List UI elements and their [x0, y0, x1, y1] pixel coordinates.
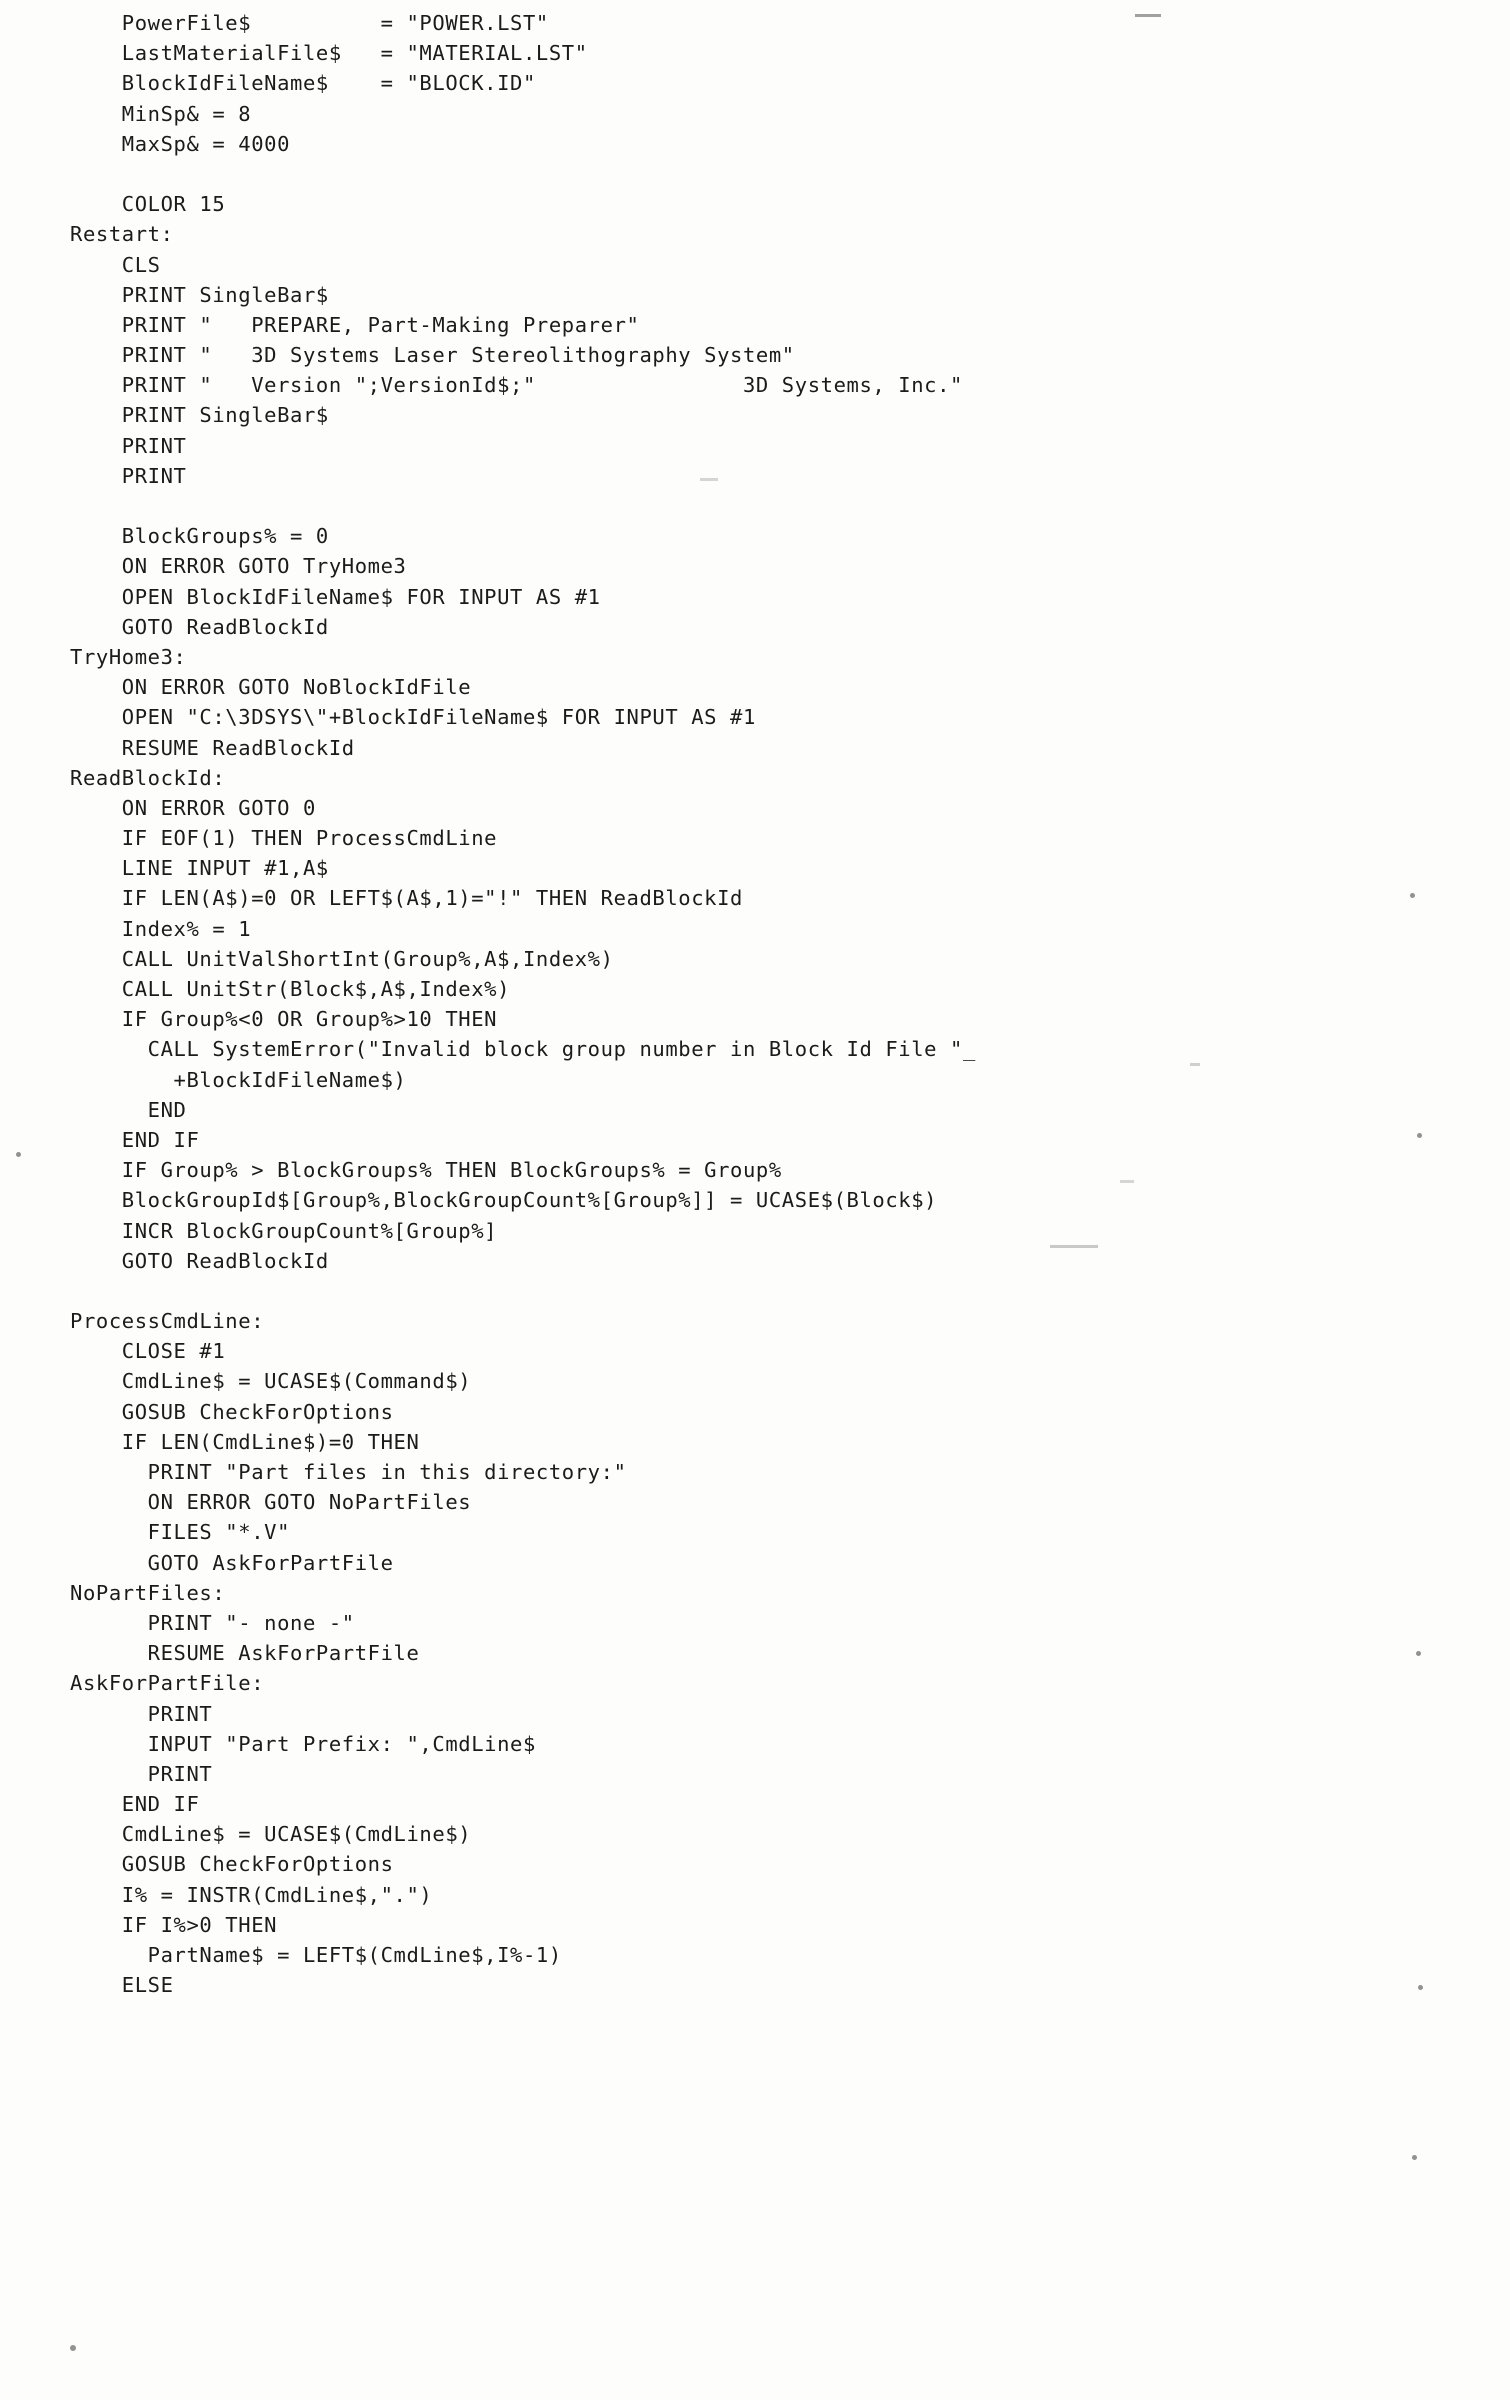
code-line: END IF: [70, 1792, 200, 1817]
code-line: LINE INPUT #1,A$: [70, 856, 329, 881]
code-line: PRINT: [70, 433, 187, 458]
code-line: CLOSE #1: [70, 1339, 226, 1364]
code-line: MinSp& = 8: [70, 101, 252, 126]
speck-bottom-left: [70, 2345, 76, 2351]
code-line: CmdLine$ = UCASE$(Command$): [70, 1369, 472, 1394]
code-line: CALL UnitStr(Block$,A$,Index%): [70, 977, 511, 1001]
speck-mid-left: [16, 1152, 21, 1157]
speck-right-margin: [1416, 1651, 1421, 1656]
code-line: PRINT " PREPARE, Part-Making Preparer": [70, 312, 640, 337]
smudge-center: [1190, 1063, 1200, 1066]
code-line: CALL SystemError("Invalid block group number in Block Id File "_: [70, 1037, 976, 1062]
code-line: CLS: [70, 252, 161, 277]
code-line: PRINT " Version ";VersionId$;" 3D Systems, Inc.": [70, 373, 964, 398]
code-line: AskForPartFile:: [70, 1671, 265, 1696]
code-line: OPEN BlockIdFileName$ FOR INPUT AS #1: [70, 584, 601, 609]
code-line: ProcessCmdLine:: [70, 1309, 265, 1334]
speck-right-margin: [1417, 1133, 1422, 1138]
smudge-center: [700, 478, 718, 481]
code-line: BlockIdFileName$ = "BLOCK.ID": [70, 71, 536, 96]
code-line: ON ERROR GOTO NoBlockIdFile: [70, 675, 472, 700]
code-line: GOTO AskForPartFile: [70, 1550, 394, 1575]
code-line: Index% = 1: [70, 916, 252, 941]
code-line: PRINT: [70, 463, 187, 488]
code-line: IF Group%<0 OR Group%>10 THEN: [70, 1007, 498, 1032]
code-line: [70, 1276, 1450, 1306]
code-line: CALL UnitValShortInt(Group%,A$,Index%): [70, 946, 614, 971]
code-line: ELSE: [70, 1973, 174, 1998]
code-line: ReadBlockId:: [70, 765, 226, 790]
code-line: INPUT "Part Prefix: ",CmdLine$: [70, 1731, 536, 1756]
code-line: GOTO ReadBlockId: [70, 614, 329, 639]
code-line: PRINT "- none -": [70, 1610, 355, 1635]
code-line: IF LEN(A$)=0 OR LEFT$(A$,1)="!" THEN ReadBlockId: [70, 886, 743, 911]
code-line: BlockGroupId$[Group%,BlockGroupCount%[Group%]] = UCASE$(Block$): [70, 1188, 938, 1213]
code-line: CmdLine$ = UCASE$(CmdLine$): [70, 1822, 472, 1847]
code-line: PRINT: [70, 1701, 213, 1726]
code-line: OPEN "C:\3DSYS\"+BlockIdFileName$ FOR INPUT AS #1: [70, 705, 756, 730]
speck-right-margin: [1412, 2155, 1417, 2160]
code-line: ON ERROR GOTO NoPartFiles: [70, 1490, 472, 1515]
code-line: PRINT " 3D Systems Laser Stereolithography System": [70, 343, 795, 368]
code-line: PRINT SingleBar$: [70, 403, 329, 428]
code-listing: [70, 8, 1450, 2000]
code-line: MaxSp& = 4000: [70, 131, 291, 156]
code-line: I% = INSTR(CmdLine$,"."): [70, 1882, 433, 1907]
code-line: PartName$ = LEFT$(CmdLine$,I%-1): [70, 1943, 562, 1967]
code-line: IF LEN(CmdLine$)=0 THEN: [70, 1429, 420, 1454]
speck-right-margin: [1418, 1985, 1423, 1990]
code-line: INCR BlockGroupCount%[Group%]: [70, 1218, 498, 1243]
smudge-center: [1120, 1180, 1134, 1183]
code-line: END: [70, 1097, 187, 1122]
code-line: [70, 159, 1450, 189]
code-line: NoPartFiles:: [70, 1580, 226, 1605]
code-line: TryHome3:: [70, 644, 187, 669]
code-line: PRINT: [70, 1761, 213, 1786]
code-line: GOSUB CheckForOptions: [70, 1399, 394, 1424]
code-line: +BlockIdFileName$): [70, 1067, 407, 1092]
code-line: Restart:: [70, 222, 174, 247]
code-line: LastMaterialFile$ = "MATERIAL.LST": [70, 41, 588, 66]
code-line: GOSUB CheckForOptions: [70, 1852, 394, 1877]
code-line: IF Group% > BlockGroups% THEN BlockGroups% = Group%: [70, 1158, 782, 1183]
code-line: RESUME ReadBlockId: [70, 735, 355, 760]
code-line: FILES "*.V": [70, 1520, 291, 1545]
code-line: GOTO ReadBlockId: [70, 1248, 329, 1273]
smudge-center: [1050, 1245, 1098, 1248]
code-line: PRINT "Part files in this directory:": [70, 1460, 627, 1484]
code-line: COLOR 15: [70, 192, 226, 217]
code-line: PowerFile$ = "POWER.LST": [70, 11, 549, 35]
code-line: RESUME AskForPartFile: [70, 1641, 420, 1666]
code-line: ON ERROR GOTO 0: [70, 795, 316, 820]
code-line: [70, 491, 1450, 521]
dash-mark-top-right: [1135, 14, 1161, 17]
code-line: END IF: [70, 1127, 200, 1152]
code-line: ON ERROR GOTO TryHome3: [70, 554, 407, 579]
code-line: IF EOF(1) THEN ProcessCmdLine: [70, 826, 498, 851]
code-line: PRINT SingleBar$: [70, 282, 329, 307]
code-line: BlockGroups% = 0: [70, 524, 329, 549]
speck-right-margin: [1410, 893, 1415, 898]
code-line: IF I%>0 THEN: [70, 1912, 278, 1937]
